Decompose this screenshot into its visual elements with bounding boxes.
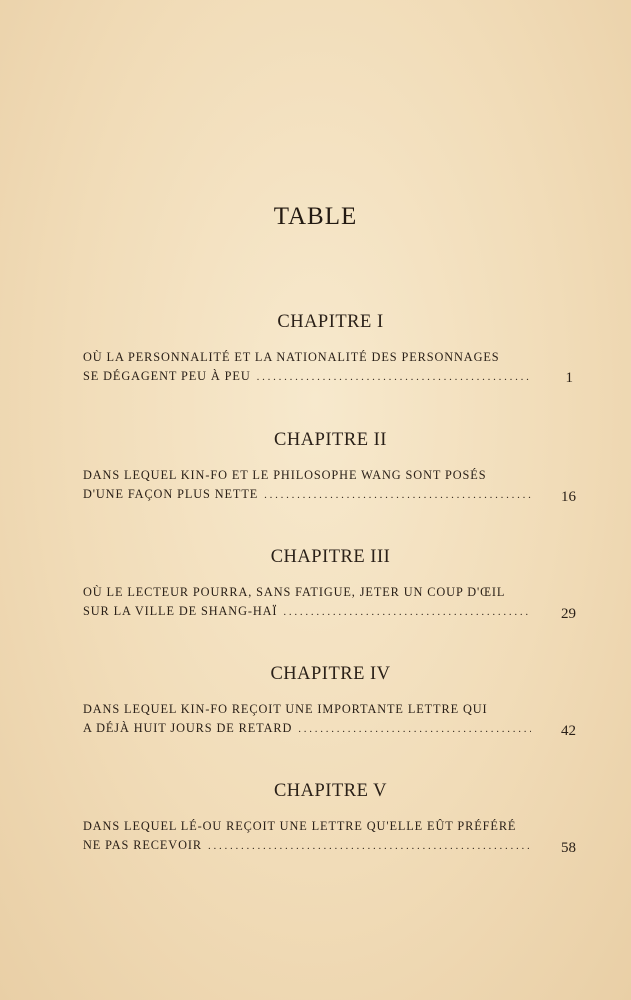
chapter-summary-line-2: SUR LA VILLE DE SHANG-HAÏ <box>83 604 278 618</box>
chapter-entry-5 <box>83 781 583 856</box>
chapter-heading: CHAPITRE II <box>274 430 387 450</box>
dot-leader <box>208 837 531 856</box>
chapter-summary-line-1: DANS LEQUEL KIN-FO REÇOIT UNE IMPORTANTE LETTRE QUI <box>83 702 488 716</box>
dot-leader <box>283 603 531 622</box>
chapter-page-number: 16 <box>561 489 576 505</box>
chapter-entry-3 <box>83 547 583 622</box>
chapter-page-number: 42 <box>561 723 576 739</box>
chapter-summary-line-2: A DÉJÀ HUIT JOURS DE RETARD <box>83 721 293 735</box>
chapter-entry-4 <box>83 664 583 739</box>
chapter-heading: CHAPITRE IV <box>270 664 391 684</box>
chapter-summary-line-1: DANS LEQUEL LÉ-OU REÇOIT UNE LETTRE QU'ELLE EÛT PRÉFÉRÉ <box>83 819 517 833</box>
chapter-summary-line-2: NE PAS RECEVOIR <box>83 838 202 852</box>
chapter-summary-line-1: OÙ LE LECTEUR POURRA, SANS FATIGUE, JETER UN COUP D'ŒIL <box>83 585 506 599</box>
chapter-summary-line-2: SE DÉGAGENT PEU À PEU <box>83 369 251 383</box>
chapter-entry-2 <box>83 430 583 505</box>
chapter-page-number: 1 <box>565 370 573 386</box>
chapter-summary-line-2: D'UNE FAÇON PLUS NETTE <box>83 487 259 501</box>
dot-leader <box>257 368 531 387</box>
chapter-summary-line-1: OÙ LA PERSONNALITÉ ET LA NATIONALITÉ DES PERSONNAGES <box>83 350 500 364</box>
chapter-heading: CHAPITRE I <box>277 312 384 332</box>
dot-leader <box>298 720 531 739</box>
page-title: TABLE <box>273 203 358 230</box>
chapter-heading: CHAPITRE V <box>273 781 388 801</box>
chapter-entry-1 <box>83 312 583 387</box>
chapter-page-number: 58 <box>561 840 576 856</box>
chapter-page-number: 29 <box>561 606 576 622</box>
chapter-summary-line-1: DANS LEQUEL KIN-FO ET LE PHILOSOPHE WANG SONT POSÉS <box>83 468 487 482</box>
chapter-heading: CHAPITRE III <box>270 547 391 567</box>
dot-leader <box>264 486 531 505</box>
